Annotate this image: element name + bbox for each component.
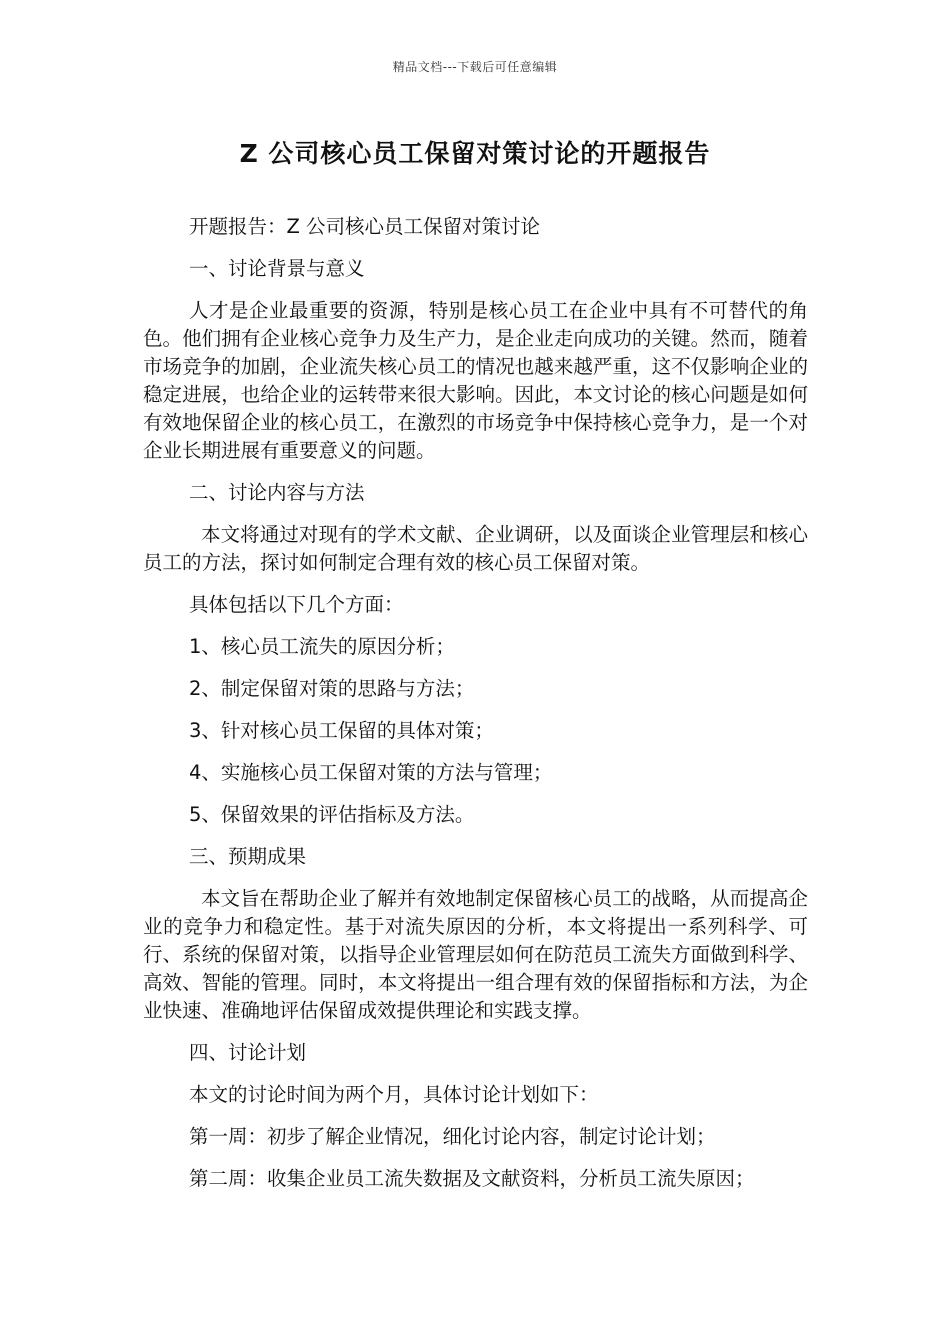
plan-item: 第一周：初步了解企业情况，细化讨论内容，制定讨论计划；: [189, 1125, 716, 1148]
list-item: 1、核心员工流失的原因分析；: [189, 635, 455, 658]
section-heading-plan: 四、讨论计划: [189, 1041, 307, 1064]
report-subtitle: 开题报告：Z 公司核心员工保留对策讨论: [189, 215, 541, 238]
document-title: Z 公司核心员工保留对策讨论的开题报告: [239, 139, 711, 168]
list-intro: 具体包括以下几个方面：: [189, 593, 404, 616]
document-body: [143, 213, 808, 1207]
paragraph-expected-results: 本文旨在帮助企业了解并有效地制定保留核心员工的战略，从而提高企业的竞争力和稳定性。基于对流失原因的分析，本文将提出一系列科学、可行、系统的保留对策，以指导企业管理层如何在防范员工流失方面做到科学、高效、智能的管理。同时，本文将提出一组合理有效的保留指标和方法，为企业快速、准确地评估保留成效提供理论和实践支撑。: [143, 887, 808, 1022]
plan-item: 第二周：收集企业员工流失数据及文献资料，分析员工流失原因；: [189, 1167, 755, 1190]
list-item: 5、保留效果的评估指标及方法。: [189, 803, 475, 826]
list-item: 2、制定保留对策的思路与方法；: [189, 677, 475, 700]
section-heading-content-method: 二、讨论内容与方法: [189, 481, 365, 504]
list-item: 3、针对核心员工保留的具体对策；: [189, 719, 494, 742]
section-heading-expected-results: 三、预期成果: [189, 845, 307, 868]
header-watermark: 精品文档---下载后可任意编辑: [392, 60, 558, 74]
section-heading-background: 一、讨论背景与意义: [189, 257, 365, 280]
list-item: 4、实施核心员工保留对策的方法与管理；: [189, 761, 553, 784]
paragraph-content-method: 本文将通过对现有的学术文献、企业调研，以及面谈企业管理层和核心员工的方法，探讨如何制定合理有效的核心员工保留对策。: [143, 523, 808, 574]
plan-intro: 本文的讨论时间为两个月，具体讨论计划如下：: [189, 1083, 599, 1106]
paragraph-background: 人才是企业最重要的资源，特别是核心员工在企业中具有不可替代的角色。他们拥有企业核心竞争力及生产力，是企业走向成功的关键。然而，随着市场竞争的加剧，企业流失核心员工的情况也越来越严重，这不仅影响企业的稳定进展，也给企业的运转带来很大影响。因此，本文讨论的核心问题是如何有效地保留企业的核心员工，在激烈的市场竞争中保持核心竞争力，是一个对企业长期进展有重要意义的问题。: [143, 299, 808, 462]
